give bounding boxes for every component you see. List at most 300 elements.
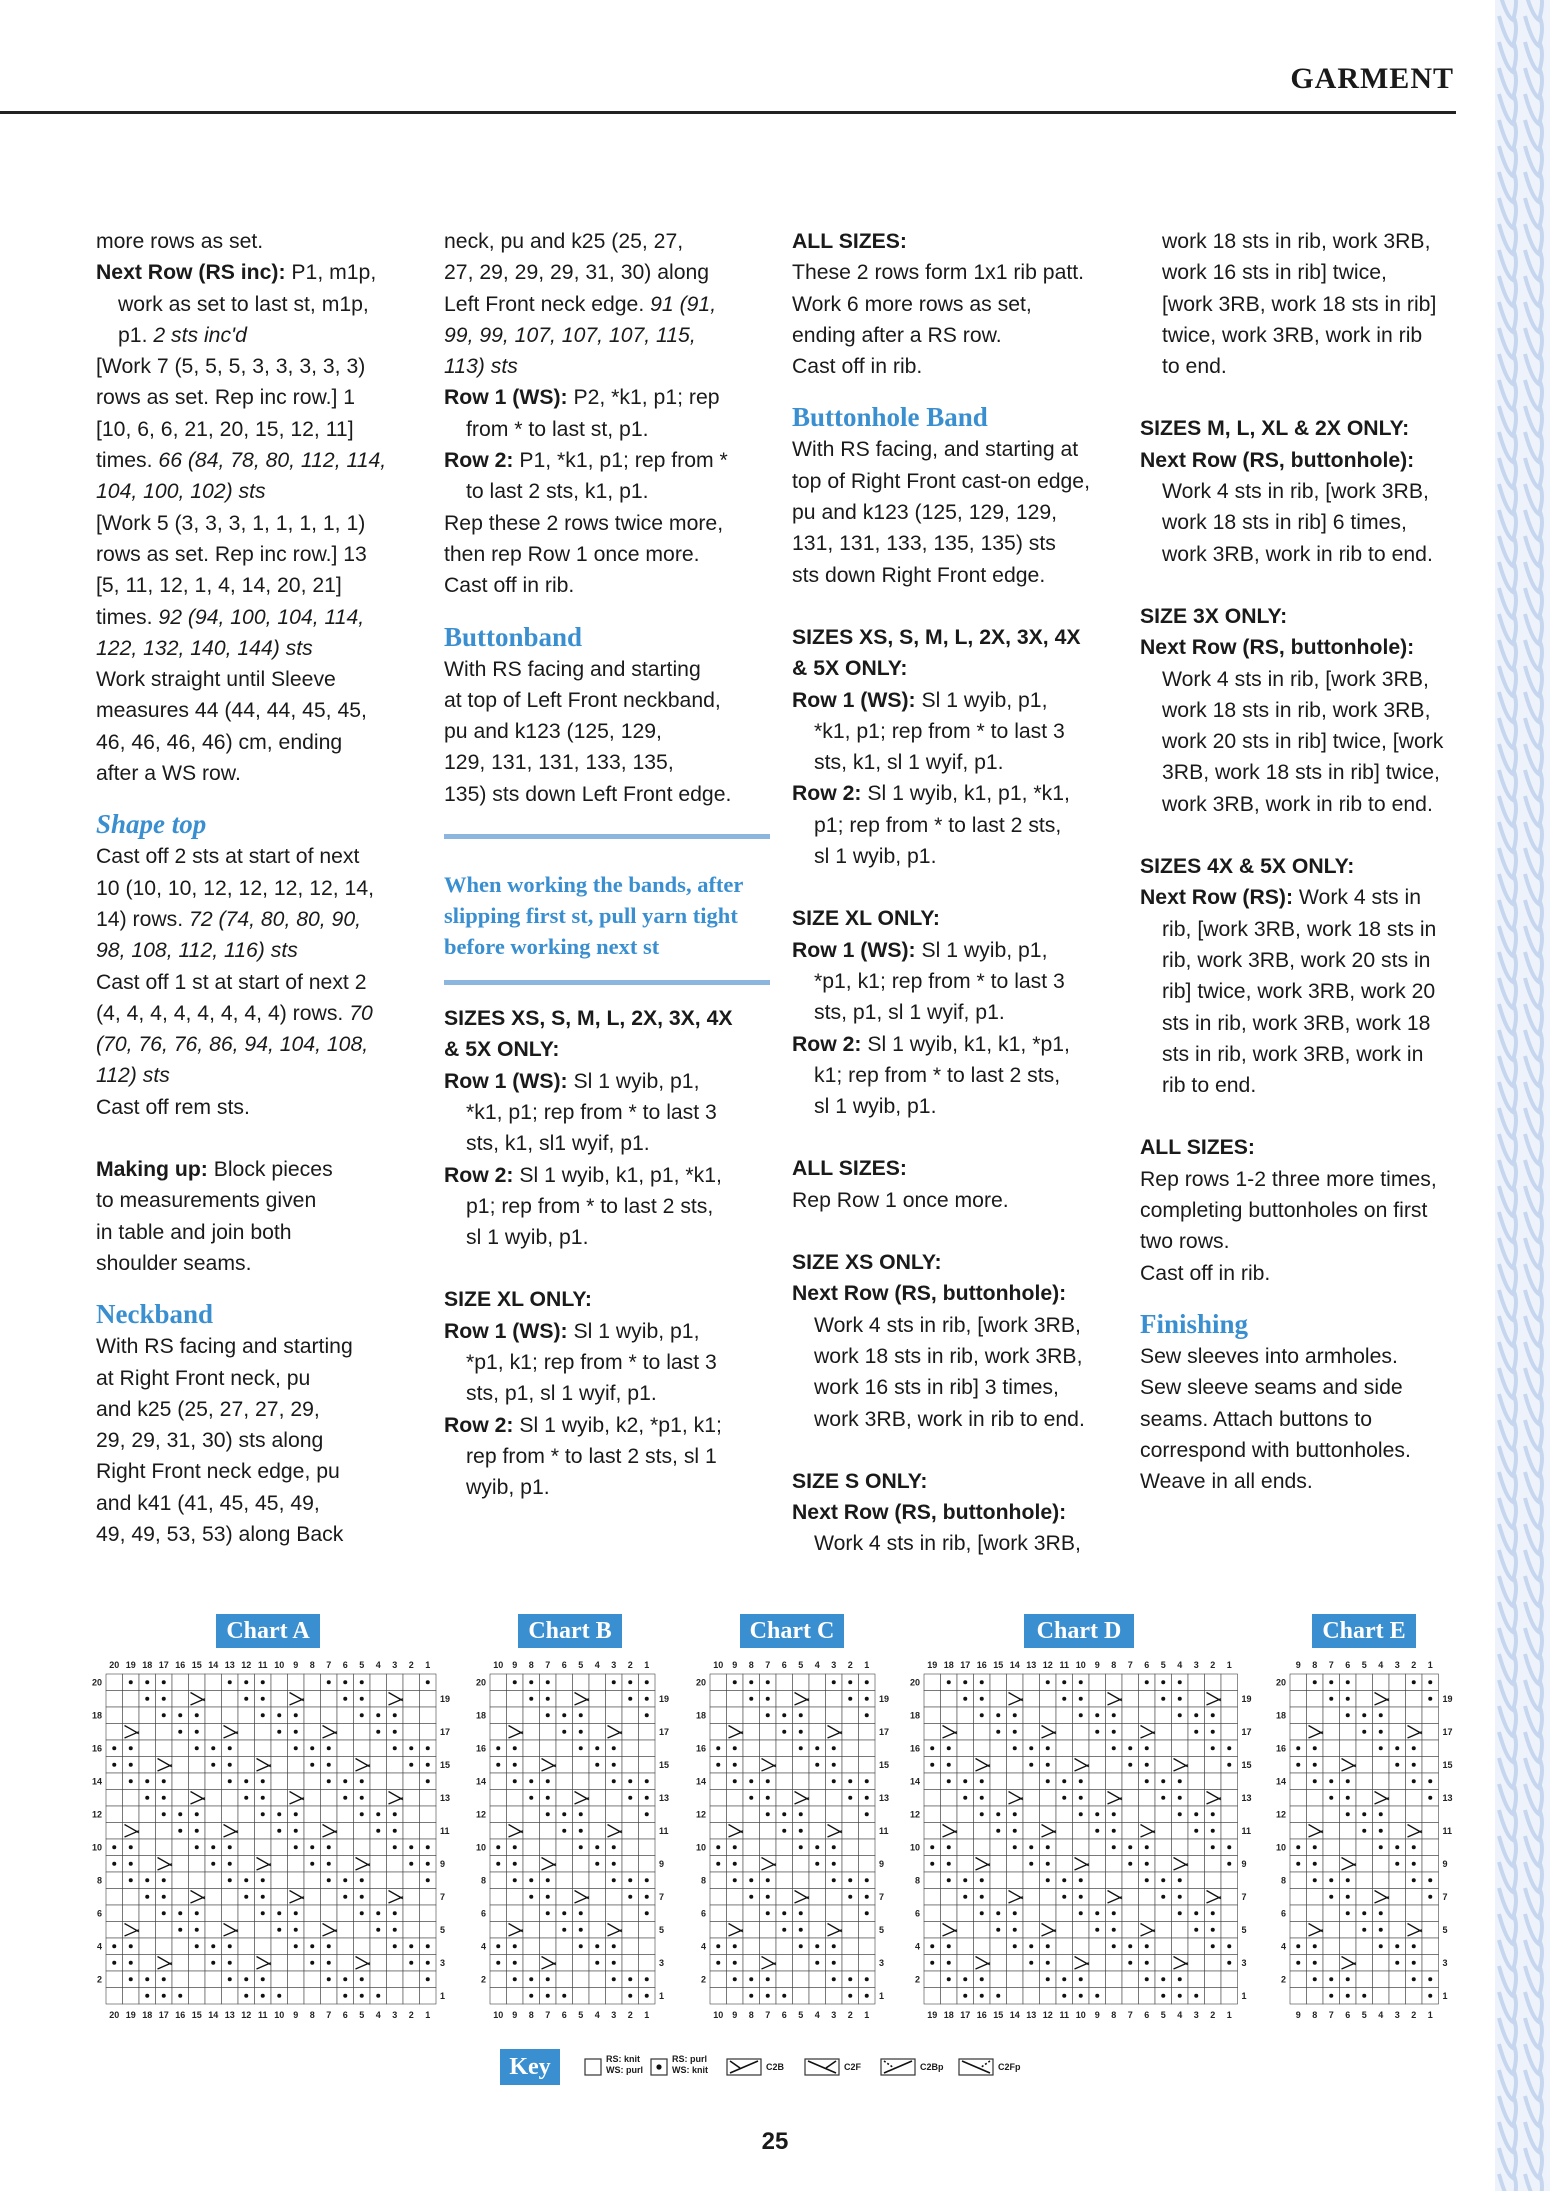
- chart-cell: [589, 1806, 606, 1823]
- purl-dot: [1346, 1977, 1350, 1981]
- knit-stitch-mark: [1499, 1394, 1516, 1424]
- purl-dot: [513, 1878, 517, 1882]
- chart-column-number: 3: [1193, 1660, 1199, 1670]
- chart-cell: [172, 1790, 189, 1807]
- chart-column-number: 4: [1378, 2010, 1384, 2020]
- chart-cell: [354, 1922, 371, 1939]
- chart-row-number: 1: [659, 1990, 665, 2001]
- chart-cell: [573, 1674, 590, 1691]
- knit-stitch-mark: [1525, 1134, 1542, 1164]
- chart-cell: [1155, 1757, 1172, 1774]
- knit-stitch-mark: [1525, 1550, 1542, 1580]
- purl-dot: [1079, 1697, 1083, 1701]
- chart-cell: [760, 1724, 777, 1741]
- size-heading: ALL SIZES:: [1140, 1136, 1255, 1160]
- text-line: Row 1 (WS): Sl 1 wyib, p1,: [792, 938, 1048, 962]
- chart-cell: [172, 1955, 189, 1972]
- purl-dot: [1194, 1713, 1198, 1717]
- chart-column-number: 5: [1361, 2010, 1367, 2020]
- purl-dot: [409, 1862, 413, 1866]
- chart-column-number: 7: [1127, 1660, 1133, 1670]
- chart-row-number: 16: [1275, 1743, 1286, 1754]
- text-line: Next Row (RS, buttonhole):: [792, 1501, 1067, 1525]
- knit-stitch-mark: [1525, 1004, 1542, 1034]
- chart-column-number: 12: [1042, 1660, 1053, 1670]
- chart-cell: [337, 1724, 354, 1741]
- knit-stitch-mark: [1499, 380, 1516, 410]
- purl-dot: [244, 1697, 248, 1701]
- purl-dot: [1346, 1895, 1350, 1899]
- chart-column-number: 17: [960, 2010, 971, 2020]
- purl-dot: [815, 1845, 819, 1849]
- chart-cell: [573, 1757, 590, 1774]
- chart-cell: [974, 1724, 991, 1741]
- text-line: Row 2: Sl 1 wyib, k1, p1, *k1,: [444, 1163, 722, 1187]
- purl-dot: [1428, 1994, 1432, 1998]
- chart-cell: [727, 1905, 744, 1922]
- purl-dot: [963, 1878, 967, 1882]
- chart-cell: [271, 1971, 288, 1988]
- knit-stitch-mark: [1499, 1888, 1516, 1918]
- chart-column-number: 7: [326, 1660, 332, 1670]
- chart-cell: [1023, 1773, 1040, 1790]
- purl-dot: [1194, 1829, 1198, 1833]
- knit-stitch-mark: [1499, 562, 1516, 592]
- purl-dot: [294, 1944, 298, 1948]
- purl-dot: [930, 1746, 934, 1750]
- purl-dot: [277, 1730, 281, 1734]
- chart-column-number: 8: [528, 2010, 534, 2020]
- purl-dot: [145, 1680, 149, 1684]
- chart-cell: [1188, 1872, 1205, 1889]
- chart-cell: [859, 1922, 876, 1939]
- key-purl-text: RS: purl WS: knit: [672, 2054, 708, 2075]
- purl-dot: [277, 1812, 281, 1816]
- chart-cell: [727, 1889, 744, 1906]
- chart-cell: [809, 1823, 826, 1840]
- key-c2f-text: C2F: [844, 2062, 862, 2072]
- text-line: Cast off in rib.: [444, 574, 575, 598]
- purl-dot: [1329, 1994, 1333, 1998]
- purl-dot: [1079, 1796, 1083, 1800]
- purl-dot: [409, 1944, 413, 1948]
- chart-cell: [189, 1773, 206, 1790]
- knit-stitch-mark: [1499, 250, 1516, 280]
- purl-dot: [1013, 1911, 1017, 1915]
- purl-dot: [1013, 1746, 1017, 1750]
- chart-row-number: 3: [879, 1957, 885, 1968]
- column-1: [96, 226, 422, 1550]
- chart-row-number: 12: [909, 1809, 920, 1820]
- knit-stitch-mark: [1525, 1264, 1542, 1294]
- chart-cell: [106, 1674, 123, 1691]
- chart-cell: [606, 1905, 623, 1922]
- chart-cell: [420, 1905, 437, 1922]
- purl-dot: [1211, 1730, 1215, 1734]
- purl-dot: [645, 1812, 649, 1816]
- purl-dot: [145, 1895, 149, 1899]
- purl-dot: [930, 1845, 934, 1849]
- purl-dot: [612, 1977, 616, 1981]
- purl-dot: [1095, 1928, 1099, 1932]
- chart-cell: [321, 1988, 338, 2005]
- chart-cell: [420, 1988, 437, 2005]
- chart-column-number: 8: [748, 1660, 754, 1670]
- chart-cell: [1406, 1889, 1423, 1906]
- purl-dot: [832, 1977, 836, 1981]
- purl-dot: [178, 1730, 182, 1734]
- chart-cell: [957, 1839, 974, 1856]
- purl-dot: [1211, 1928, 1215, 1932]
- purl-dot: [261, 1911, 265, 1915]
- purl-dot: [1178, 1796, 1182, 1800]
- chart-cell: [1188, 1740, 1205, 1757]
- chart-cell: [957, 1922, 974, 1939]
- purl-dot: [865, 1680, 869, 1684]
- purl-dot: [562, 1730, 566, 1734]
- purl-dot: [162, 1713, 166, 1717]
- purl-dot: [244, 1779, 248, 1783]
- chart-cell: [710, 1790, 727, 1807]
- purl-dot: [129, 1944, 133, 1948]
- knit-stitch-mark: [1525, 94, 1542, 124]
- chart-cell: [205, 1674, 222, 1691]
- knit-stitch-mark: [1525, 588, 1542, 618]
- chart-cell: [271, 1773, 288, 1790]
- purl-dot: [546, 1680, 550, 1684]
- knit-stitch-mark: [1499, 822, 1516, 852]
- purl-dot: [546, 1878, 550, 1882]
- purl-dot: [612, 1779, 616, 1783]
- knit-stitch-mark: [1525, 432, 1542, 462]
- chart-row-number: 8: [1280, 1875, 1286, 1886]
- purl-dot: [294, 1928, 298, 1932]
- chart-column-number: 8: [1312, 1660, 1318, 1670]
- chart-cell: [238, 1707, 255, 1724]
- chart-column-number: 18: [943, 1660, 954, 1670]
- purl-dot: [546, 1713, 550, 1717]
- knit-stitch-mark: [1499, 510, 1516, 540]
- purl-dot: [1362, 1713, 1366, 1717]
- knit-stitch-mark: [1499, 1160, 1516, 1190]
- purl-dot: [1379, 1911, 1383, 1915]
- chart-column-number: 9: [1295, 2010, 1301, 2020]
- chart-cell: [776, 1757, 793, 1774]
- chart-column-number: 1: [1226, 1660, 1232, 1670]
- purl-dot: [261, 1878, 265, 1882]
- chart-row-number: 19: [1442, 1693, 1453, 1704]
- chart-cell: [974, 1823, 991, 1840]
- knit-stitch-mark: [1525, 1368, 1542, 1398]
- purl-dot: [426, 1862, 430, 1866]
- purl-dot: [996, 1829, 1000, 1833]
- chart-column-number: 20: [109, 1660, 120, 1670]
- purl-dot: [1161, 1878, 1165, 1882]
- purl-dot: [228, 1779, 232, 1783]
- text-line: 113) sts: [444, 355, 518, 379]
- knit-stitch-mark: [1499, 1680, 1516, 1710]
- knit-stitch-mark: [1525, 328, 1542, 358]
- knit-stitch-mark: [1525, 458, 1542, 488]
- chart-cell: [826, 1905, 843, 1922]
- text-line: Rep Row 1 once more.: [792, 1188, 1009, 1212]
- chart-cell: [1172, 1740, 1189, 1757]
- decorative-knit-strip: [1495, 0, 1550, 2191]
- chart-row-number: 15: [440, 1759, 451, 1770]
- knit-stitch-mark: [1525, 1940, 1542, 1970]
- chart-row-number: 8: [480, 1875, 486, 1886]
- chart-cell: [556, 1889, 573, 1906]
- chart-cell: [1106, 1872, 1123, 1889]
- knit-stitch-icon: [584, 2058, 602, 2076]
- purl-dot: [645, 1878, 649, 1882]
- text-line: then rep Row 1 once more.: [444, 542, 700, 566]
- knit-stitch-mark: [1525, 1654, 1542, 1684]
- purl-dot: [145, 1697, 149, 1701]
- chart-column-number: 19: [125, 1660, 136, 1670]
- chart-cell: [1356, 1790, 1373, 1807]
- purl-dot: [376, 1994, 380, 1998]
- chart-cell: [540, 1724, 557, 1741]
- purl-dot: [799, 1928, 803, 1932]
- purl-dot: [1062, 1878, 1066, 1882]
- chart-cell: [727, 1691, 744, 1708]
- text-line: [5, 11, 12, 1, 4, 14, 20, 21]: [96, 574, 342, 598]
- purl-dot: [1379, 1730, 1383, 1734]
- chart-column-number: 4: [814, 1660, 820, 1670]
- chart-column-number: 11: [257, 1660, 268, 1670]
- chart-cell: [1290, 1707, 1307, 1724]
- purl-dot: [1329, 1697, 1333, 1701]
- chart-row-number: 19: [659, 1693, 670, 1704]
- knit-stitch-mark: [1499, 458, 1516, 488]
- purl-dot: [195, 1845, 199, 1849]
- knit-stitch-mark: [1499, 874, 1516, 904]
- purl-dot: [645, 1977, 649, 1981]
- chart-column-number: 10: [274, 2010, 285, 2020]
- chart-column-number: 6: [781, 2010, 787, 2020]
- knit-stitch-mark: [1499, 1810, 1516, 1840]
- chart-cell: [776, 1872, 793, 1889]
- chart-column-number: 3: [611, 2010, 617, 2020]
- purl-dot: [294, 1746, 298, 1750]
- chart-cell: [304, 1905, 321, 1922]
- purl-dot: [1296, 1746, 1300, 1750]
- purl-dot: [393, 1845, 397, 1849]
- text-line: sts in rib, work 3RB, work 18: [1162, 1011, 1431, 1035]
- purl-dot: [426, 1746, 430, 1750]
- purl-dot: [426, 1779, 430, 1783]
- chart-cell: [271, 1740, 288, 1757]
- chart-cell: [540, 1839, 557, 1856]
- chart-cell: [589, 1922, 606, 1939]
- purl-dot: [645, 1779, 649, 1783]
- purl-dot: [1412, 1977, 1416, 1981]
- chart-cell: [1323, 1922, 1340, 1939]
- chart-cell: [639, 1740, 656, 1757]
- chart-column-number: 4: [594, 2010, 600, 2020]
- chart-cell: [337, 1938, 354, 1955]
- chart-column-number: 7: [765, 1660, 771, 1670]
- chart-row-number: 12: [1275, 1809, 1286, 1820]
- knit-stitch-mark: [1525, 250, 1542, 280]
- chart-cell: [990, 1674, 1007, 1691]
- text-line: 135) sts down Left Front edge.: [444, 782, 732, 806]
- chart-cell: [710, 1724, 727, 1741]
- chart-cell: [859, 1839, 876, 1856]
- chart-column-number: 17: [960, 1660, 971, 1670]
- knit-stitch-mark: [1525, 1186, 1542, 1216]
- chart-column-number: 2: [1411, 1660, 1417, 1670]
- chart-cell: [1221, 1823, 1238, 1840]
- chart-cell: [1340, 1823, 1357, 1840]
- chart-cell: [743, 1757, 760, 1774]
- text-line: (4, 4, 4, 4, 4, 4, 4, 4) rows. 70: [96, 1001, 373, 1025]
- purl-dot: [980, 1697, 984, 1701]
- knit-stitch-pattern: [1495, 0, 1550, 2191]
- chart-row-number: 2: [96, 1974, 102, 1985]
- chart-cell: [859, 1856, 876, 1873]
- chart-cell: [1389, 1988, 1406, 2005]
- chart-column-number: 2: [1210, 2010, 1216, 2020]
- knit-stitch-mark: [1525, 146, 1542, 176]
- chart-cell: [1023, 1872, 1040, 1889]
- chart-row-number: 5: [879, 1924, 885, 1935]
- purl-dot: [595, 1862, 599, 1866]
- chart-column-number: 7: [765, 2010, 771, 2020]
- chart-cell: [288, 1872, 305, 1889]
- chart-column-number: 1: [1427, 2010, 1433, 2020]
- chart-cell: [354, 1724, 371, 1741]
- chart-cell: [1188, 1971, 1205, 1988]
- chart-cell: [1356, 1757, 1373, 1774]
- column-4: [1140, 226, 1466, 1497]
- text-line: Work straight until Sleeve: [96, 668, 336, 692]
- purl-dot: [112, 1862, 116, 1866]
- purl-dot: [947, 1961, 951, 1965]
- purl-dot: [766, 1977, 770, 1981]
- chart-cell: [507, 1790, 524, 1807]
- purl-dot: [327, 1763, 331, 1767]
- text-line: rib] twice, work 3RB, work 20: [1162, 980, 1436, 1004]
- chart-cell: [826, 1889, 843, 1906]
- purl-dot: [1211, 1944, 1215, 1948]
- chart-cell: [842, 1905, 859, 1922]
- chart-cell: [523, 1707, 540, 1724]
- purl-dot: [529, 1779, 533, 1783]
- chart-cell: [573, 1955, 590, 1972]
- purl-dot: [749, 1994, 753, 1998]
- chart-cell: [1073, 1922, 1090, 1939]
- chart-row-number: 17: [659, 1726, 670, 1737]
- knit-stitch-mark: [1525, 1628, 1542, 1658]
- chart-cell: [238, 1823, 255, 1840]
- purl-dot: [716, 1845, 720, 1849]
- chart-column-number: 4: [375, 1660, 381, 1670]
- knit-stitch-mark: [1499, 328, 1516, 358]
- purl-dot: [832, 1944, 836, 1948]
- chart-cell: [639, 1823, 656, 1840]
- purl-dot: [1145, 1680, 1149, 1684]
- chart-cell: [1089, 1872, 1106, 1889]
- chart-cell: [1122, 1872, 1139, 1889]
- chart-row-number: 20: [1275, 1677, 1286, 1688]
- chart-cell: [321, 1707, 338, 1724]
- chart-cell: [1389, 1724, 1406, 1741]
- purl-dot: [1178, 1779, 1182, 1783]
- chart-cell: [1172, 1938, 1189, 1955]
- purl-dot: [1046, 1961, 1050, 1965]
- purl-dot: [1145, 1779, 1149, 1783]
- purl-dot: [145, 1779, 149, 1783]
- chart-cell: [1389, 1674, 1406, 1691]
- purl-dot: [496, 1961, 500, 1965]
- purl-dot: [211, 1961, 215, 1965]
- chart-cell: [1290, 1823, 1307, 1840]
- purl-dot: [1227, 1763, 1231, 1767]
- purl-dot: [1194, 1994, 1198, 1998]
- purl-dot: [1227, 1944, 1231, 1948]
- purl-dot: [409, 1746, 413, 1750]
- chart-cell: [1205, 1757, 1222, 1774]
- chart-cell: [1023, 1806, 1040, 1823]
- purl-dot: [162, 1911, 166, 1915]
- chart-cell: [1056, 1839, 1073, 1856]
- purl-dot: [799, 1812, 803, 1816]
- heading-buttonhole-band: Buttonhole Band: [792, 402, 988, 433]
- chart-cell: [1356, 1938, 1373, 1955]
- chart-cell: [1290, 1872, 1307, 1889]
- purl-dot: [1112, 1944, 1116, 1948]
- purl-dot: [195, 1829, 199, 1833]
- chart-row-number: 2: [700, 1974, 706, 1985]
- chart-cell: [238, 1724, 255, 1741]
- text-line: Work 4 sts in rib, [work 3RB,: [814, 1532, 1081, 1556]
- purl-dot: [1013, 1730, 1017, 1734]
- purl-dot: [343, 1878, 347, 1882]
- text-line: sts, p1, sl 1 wyif, p1.: [814, 1001, 1005, 1025]
- chart-column-number: 2: [627, 2010, 633, 2020]
- chart-column-number: 15: [191, 2010, 202, 2020]
- chart-cell: [974, 1839, 991, 1856]
- chart-cell: [710, 1773, 727, 1790]
- purl-dot: [562, 1911, 566, 1915]
- text-line: rows as set. Rep inc row.] 13: [96, 542, 367, 566]
- knit-stitch-mark: [1499, 1134, 1516, 1164]
- knit-stitch-mark: [1525, 1420, 1542, 1450]
- chart-cell: [710, 1872, 727, 1889]
- purl-dot: [195, 1713, 199, 1717]
- purl-dot: [1329, 1680, 1333, 1684]
- purl-dot: [112, 1944, 116, 1948]
- chart-cell: [589, 1889, 606, 1906]
- chart-cell: [106, 1724, 123, 1741]
- chart-cell: [556, 1872, 573, 1889]
- knit-stitch-mark: [1525, 276, 1542, 306]
- text-line: sts, k1, sl1 wyif, p1.: [466, 1132, 650, 1156]
- chart-cell: [540, 1823, 557, 1840]
- chart-cell: [189, 1674, 206, 1691]
- purl-dot: [980, 1977, 984, 1981]
- chart-cell: [1221, 1674, 1238, 1691]
- chart-cell: [337, 1757, 354, 1774]
- chart-cell: [1406, 1905, 1423, 1922]
- chart-cell: [1356, 1674, 1373, 1691]
- chart-cell: [622, 1740, 639, 1757]
- purl-dot: [1362, 1911, 1366, 1915]
- knit-stitch-mark: [1499, 2096, 1516, 2126]
- purl-dot: [749, 1680, 753, 1684]
